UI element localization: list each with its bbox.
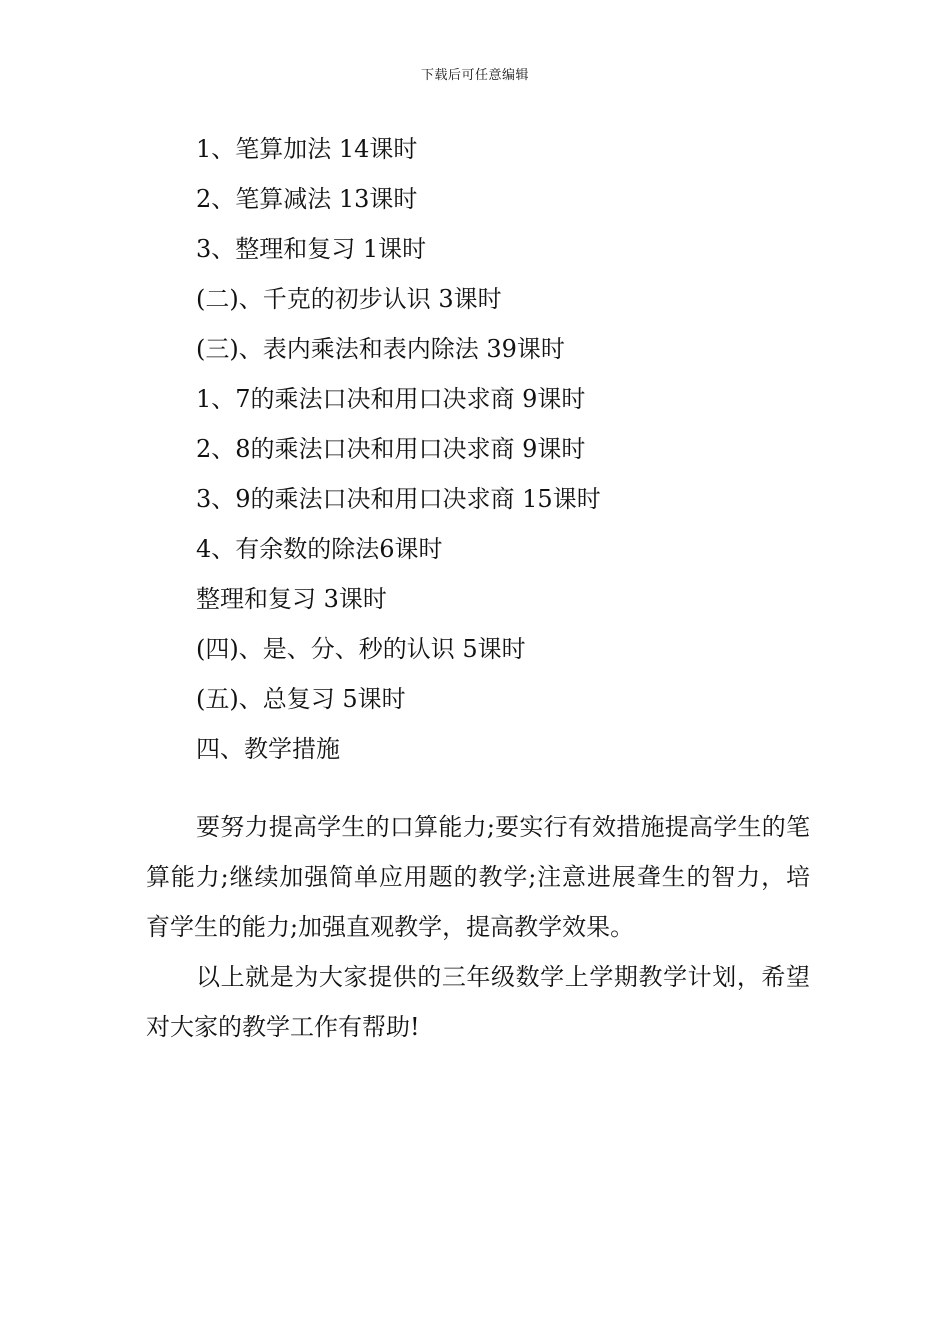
outline-item-review: 3、整理和复习 1课时 [196,235,427,263]
outline-section-multiplication-division: (三)、表内乘法和表内除法 39课时 [196,335,565,363]
page-header: 下载后可任意编辑 [420,68,529,83]
outline-item-eight-table: 2、8的乘法口决和用口决求商 9课时 [196,435,586,463]
closing-paragraph: 以上就是为大家提供的三年级数学上学期教学计划，希望对大家的教学工作有帮助! [146,963,810,1041]
outline-item-remainder-division: 4、有余数的除法6课时 [196,535,443,563]
outline-section-kilogram: (二)、千克的初步认识 3课时 [196,285,502,313]
outline-section-time: (四)、是、分、秒的认识 5课时 [196,635,526,663]
outline-item-subtraction: 2、笔算减法 13课时 [196,185,418,213]
outline-item-nine-table: 3、9的乘法口决和用口决求商 15课时 [196,485,601,513]
measures-paragraph: 要努力提高学生的口算能力;要实行有效措施提高学生的笔算能力;继续加强简单应用题的教学;注意进展聋生的智力，培育学生的能力;加强直观教学，提高教学效果。 [146,813,810,941]
section-heading-teaching-measures: 四、教学措施 [196,735,340,763]
outline-item-addition: 1、笔算加法 14课时 [196,135,418,163]
outline-section-general-review: (五)、总复习 5课时 [196,685,406,713]
outline-item-review-2: 整理和复习 3课时 [196,585,387,613]
document-body [146,128,810,1052]
outline-item-seven-table: 1、7的乘法口决和用口决求商 9课时 [196,385,586,413]
